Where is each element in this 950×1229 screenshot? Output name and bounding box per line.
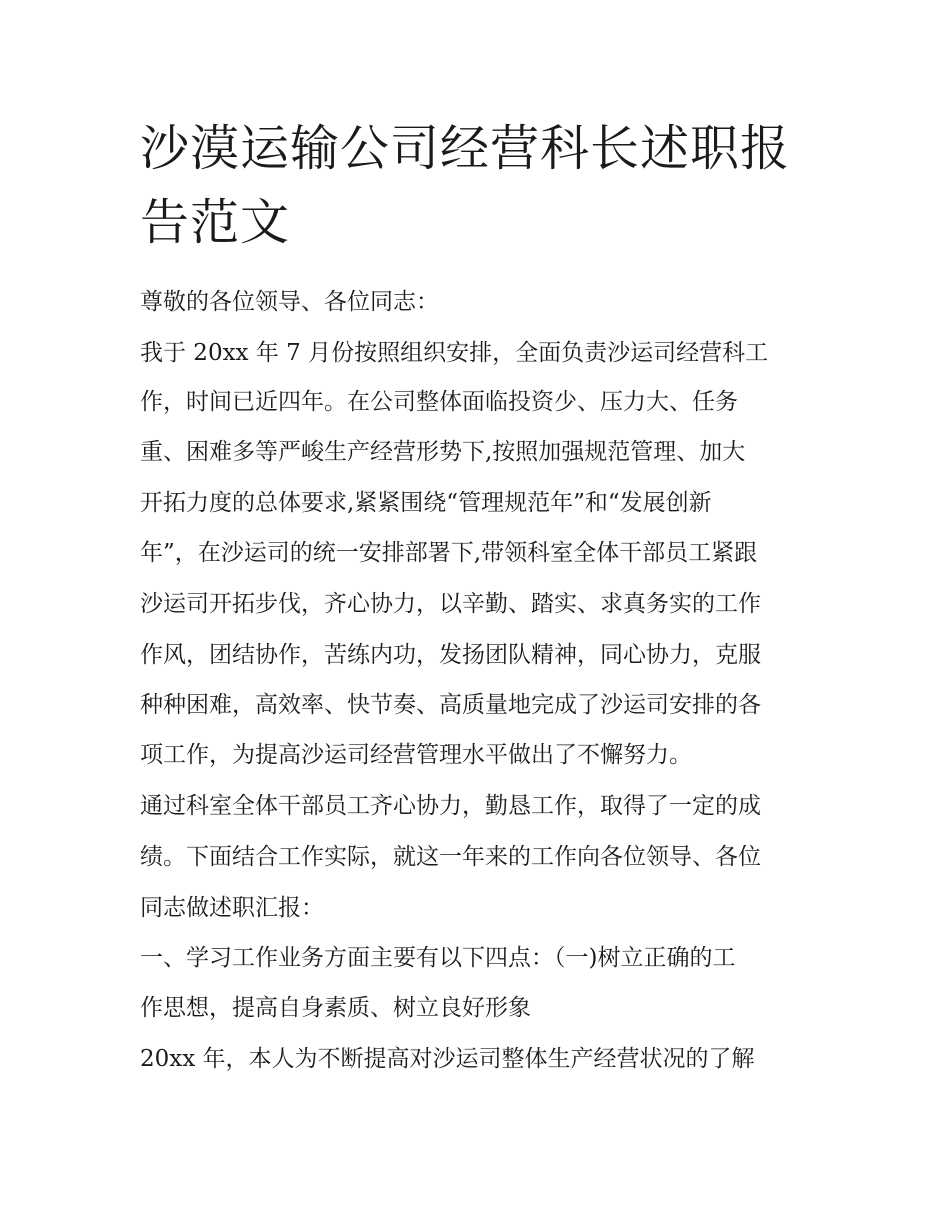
- paragraph-line: 作，时间已近四年。在公司整体面临投资少、压力大、任务: [140, 389, 738, 415]
- paragraph-line: 通过科室全体干部员工齐心协力，勤恳工作，取得了一定的成: [140, 793, 761, 819]
- section-heading-line: 一、学习工作业务方面主要有以下四点：（一)树立正确的工: [140, 945, 736, 971]
- paragraph-line: 绩。下面结合工作实际，就这一年来的工作向各位领导、各位: [140, 844, 761, 870]
- paragraph-line: 年”，在沙运司的统一安排部署下,带领科室全体干部员工紧跟: [140, 540, 758, 566]
- paragraph-line: 我于 20xx 年 7 月份按照组织安排，全面负责沙运司经营科工: [140, 340, 769, 366]
- paragraph-line: 作风，团结协作，苦练内功，发扬团队精神，同心协力，克服: [140, 642, 761, 668]
- paragraph-line: 沙运司开拓步伐，齐心协力，以辛勤、踏实、求真务实的工作: [140, 591, 761, 617]
- paragraph-line: 重、困难多等严峻生产经营形势下,按照加强规范管理、加大: [140, 439, 746, 465]
- paragraph-line: 项工作，为提高沙运司经营管理水平做出了不懈努力。: [140, 742, 692, 768]
- paragraph-line: 20xx 年，本人为不断提高对沙运司整体生产经营状况的了解: [140, 1046, 755, 1072]
- title-line-2: 告范文: [140, 194, 291, 251]
- document-title: [140, 112, 820, 260]
- paragraph-line: 开拓力度的总体要求,紧紧围绕“管理规范年”和“发展创新: [140, 490, 712, 516]
- section-heading-line: 作思想，提高自身素质、树立良好形象: [140, 995, 531, 1021]
- salutation-line: 尊敬的各位领导、各位同志：: [140, 289, 439, 315]
- title-line-1: 沙漠运输公司经营科长述职报: [140, 120, 791, 177]
- paragraph-line: 同志做述职汇报：: [140, 895, 324, 921]
- paragraph-line: 种种困难，高效率、快节奏、高质量地完成了沙运司安排的各: [140, 692, 761, 718]
